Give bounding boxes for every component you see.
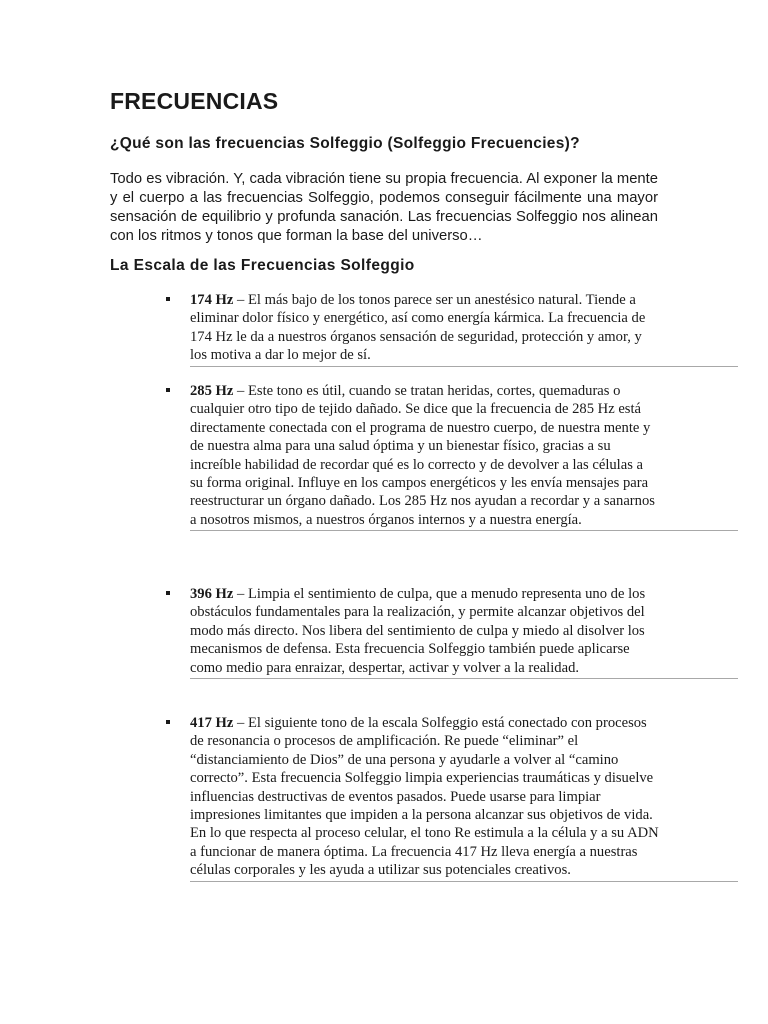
list-item: [190, 291, 738, 367]
frequency-description: – Este tono es útil, cuando se tratan heridas, cortes, quemaduras o cualquier otro tipo de tejido dañado. Se dice que la frecuencia de 285 Hz está directamente conectada con el programa de nuestro cuerpo, de nuestra mente y de nuestra alma para una salud óptima y un bienestar físico, gracias a su increíble habilidad de recordar qué es lo correcto y de devolver a las células a su forma original. Influye en los campos energéticos y les envía mensajes para reestructurar un órgano dañado. Los 285 Hz nos ayudan a recordar y a sanarnos a nosotros mismos, a nuestros órganos internos y a nuestra energía.: [190, 383, 655, 528]
list-item-body: [190, 585, 660, 678]
list-item-body: [190, 291, 660, 366]
document-subtitle: ¿Qué son las frecuencias Solfeggio (Solfeggio Frecuencies)?: [110, 135, 580, 152]
list-item: [190, 382, 738, 531]
document-title: FRECUENCIAS: [110, 88, 279, 114]
list-item: [190, 714, 738, 882]
section-title: La Escala de las Frecuencias Solfeggio: [110, 257, 415, 274]
frequency-label: 396 Hz: [190, 586, 234, 602]
intro-paragraph: Todo es vibración. Y, cada vibración tiene su propia frecuencia. Al exponer la mente y el cuerpo a las frecuencias Solfeggio, podemos conseguir fácilmente una mayor sensación de equilibrio y profunda sanación. Las frecuencias Solfeggio nos alinean con los ritmos y tonos que forman la base del universo…: [110, 171, 658, 244]
list-item: [190, 585, 738, 679]
frequency-label: 417 Hz: [190, 715, 234, 731]
frequency-label: 285 Hz: [190, 383, 234, 399]
frequency-description: – El siguiente tono de la escala Solfeggio está conectado con procesos de resonancia o procesos de amplificación. Re puede “eliminar” el “distanciamiento de Dios” de una persona y ayudarle a volver al “camino correcto”. Esta frecuencia Solfeggio limpia experiencias traumáticas y disuelve influencias destructivas de eventos pasados. Puede usarse para limpiar impresiones limitantes que impiden a la persona alcanzar sus objetivos de vida. En lo que respecta al proceso celular, el tono Re estimula a la célula y a su ADN a funcionar de manera óptima. La frecuencia 417 Hz lleva energía a nuestras células corporales y les ayuda a utilizar sus potenciales creativos.: [190, 715, 659, 879]
frequency-description: – El más bajo de los tonos parece ser un anestésico natural. Tiende a eliminar dolor físico y energético, así como energía kármica. La frecuencia de 174 Hz le da a nuestros órganos sensación de seguridad, protección y amor, y los motiva a dar lo mejor de sí.: [190, 292, 646, 364]
list-item-body: [190, 382, 655, 530]
frequency-label: 174 Hz: [190, 292, 234, 308]
square-bullet-icon: [166, 388, 170, 392]
square-bullet-icon: [166, 297, 170, 301]
list-item-body: [190, 714, 660, 881]
frequency-description: – Limpia el sentimiento de culpa, que a menudo representa uno de los obstáculos fundamentales para la realización, y permite alcanzar objetivos del modo más directo. Nos libera del sentimiento de culpa y miedo al disolver los mecanismos de defensa. Esta frecuencia Solfeggio también puede aplicarse como medio para enraizar, despertar, activar y volver a la realidad.: [190, 586, 646, 676]
square-bullet-icon: [166, 720, 170, 724]
square-bullet-icon: [166, 591, 170, 595]
